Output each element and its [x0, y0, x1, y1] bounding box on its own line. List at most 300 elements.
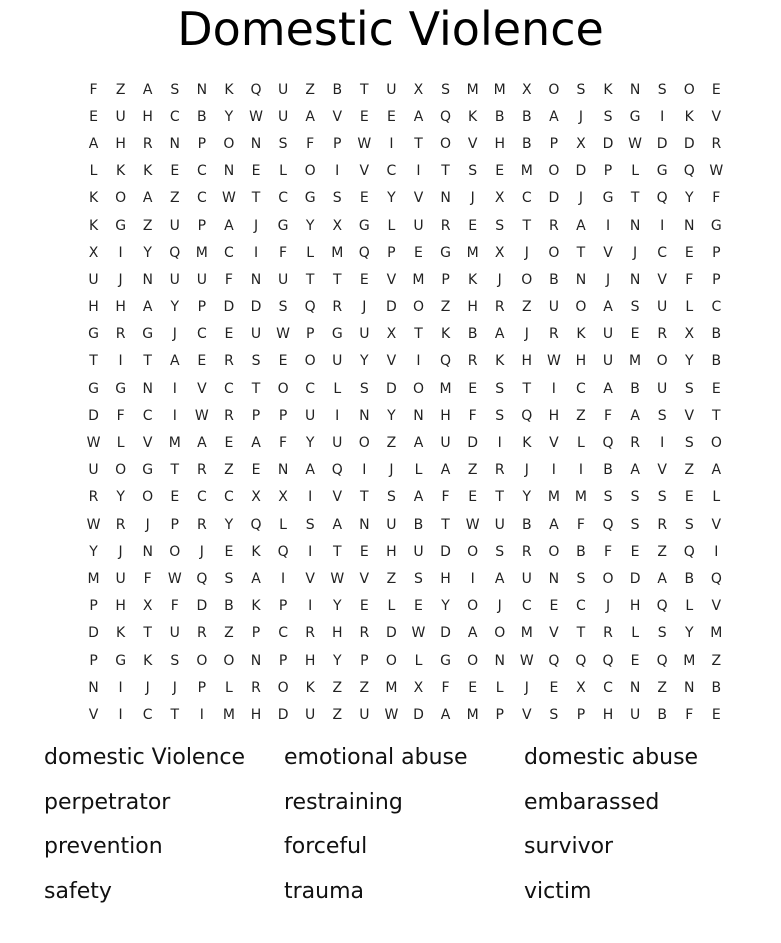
grid-letter: V — [657, 271, 667, 288]
grid-letter: G — [602, 190, 614, 207]
grid-letter: H — [602, 706, 614, 723]
grid-letter: B — [521, 108, 532, 125]
grid-letter: W — [357, 135, 372, 152]
grid-letter: M — [331, 244, 344, 261]
grid-letter: S — [684, 435, 694, 452]
grid-letter: T — [89, 353, 98, 370]
grid-letter: J — [605, 271, 611, 288]
grid-letter: M — [466, 81, 479, 98]
grid-letter: N — [142, 380, 153, 397]
grid-letter: L — [387, 217, 396, 234]
grid-letter: T — [441, 163, 450, 180]
grid-letter: I — [172, 380, 177, 397]
grid-letter: Y — [116, 489, 125, 506]
grid-letter: N — [684, 679, 695, 696]
grid-letter: U — [494, 516, 505, 533]
grid-letter: S — [657, 407, 667, 424]
grid-letter: K — [116, 163, 126, 180]
grid-letter: K — [576, 326, 586, 343]
grid-letter: H — [548, 407, 560, 424]
grid-letter: X — [494, 190, 505, 207]
grid-letter: I — [335, 407, 340, 424]
grid-letter: P — [251, 407, 261, 424]
grid-letter: R — [224, 353, 234, 370]
grid-letter: J — [470, 190, 475, 207]
grid-letter: P — [603, 163, 613, 180]
grid-letter: F — [685, 271, 694, 288]
grid-letter: R — [657, 516, 668, 533]
grid-letter: S — [549, 706, 559, 723]
grid-letter: O — [440, 135, 452, 152]
grid-letter: R — [549, 217, 559, 234]
grid-row — [80, 239, 730, 266]
grid-letter: O — [358, 435, 370, 452]
grid-letter: P — [197, 135, 207, 152]
grid-letter: H — [521, 353, 533, 370]
grid-letter: N — [250, 271, 262, 288]
grid-letter: O — [548, 163, 560, 180]
grid-letter: U — [277, 271, 289, 288]
grid-letter: Q — [656, 190, 668, 207]
grid-letter: P — [495, 706, 504, 723]
grid-letter: T — [441, 516, 450, 533]
grid-letter: N — [142, 271, 153, 288]
grid-letter: S — [657, 625, 667, 642]
grid-row — [80, 538, 730, 565]
grid-letter: E — [684, 244, 694, 261]
grid-letter: M — [87, 570, 100, 587]
grid-letter: Y — [387, 190, 396, 207]
grid-letter: U — [440, 435, 451, 452]
grid-letter: R — [494, 462, 505, 479]
grid-letter: D — [386, 299, 397, 316]
grid-letter: S — [603, 489, 613, 506]
grid-letter: D — [277, 706, 289, 723]
grid-letter: Q — [250, 516, 262, 533]
grid-letter: Q — [169, 244, 181, 261]
grid-letter: E — [359, 598, 369, 615]
grid-letter: C — [196, 190, 207, 207]
grid-letter: U — [359, 326, 370, 343]
grid-letter: A — [657, 570, 667, 587]
grid-letter: T — [170, 706, 180, 723]
grid-letter: A — [169, 353, 180, 370]
grid-letter: Y — [360, 353, 369, 370]
grid-letter: H — [440, 570, 451, 587]
grid-letter: L — [387, 598, 396, 615]
grid-letter: B — [467, 326, 478, 343]
grid-letter: K — [522, 435, 532, 452]
grid-letter: Y — [143, 244, 152, 261]
word-list-item: domestic Violence — [44, 745, 246, 770]
word-list-item: embarassed — [524, 789, 660, 815]
grid-letter: T — [305, 271, 315, 288]
grid-letter: C — [386, 163, 397, 180]
grid-letter: L — [685, 598, 694, 615]
grid-letter: N — [684, 217, 695, 234]
grid-letter: E — [359, 190, 369, 207]
grid-letter: Z — [305, 81, 315, 98]
grid-letter: X — [521, 81, 532, 98]
grid-letter: A — [440, 706, 451, 723]
word-list-item: survivor — [524, 834, 614, 859]
grid-letter: V — [522, 706, 532, 723]
grid-letter: R — [88, 489, 99, 506]
grid-letter: S — [170, 81, 180, 98]
grid-letter: U — [657, 299, 668, 316]
grid-letter: T — [495, 489, 504, 506]
grid-letter: L — [89, 163, 98, 180]
grid-letter: K — [251, 598, 261, 615]
grid-letter: C — [169, 108, 180, 125]
grid-letter: U — [413, 217, 424, 234]
grid-letter: C — [224, 244, 234, 261]
grid-letter: T — [251, 380, 261, 397]
grid-letter: L — [577, 435, 585, 452]
grid-letter: K — [305, 679, 315, 696]
grid-letter: Z — [684, 462, 695, 479]
grid-letter: U — [169, 625, 180, 642]
grid-letter: G — [656, 163, 668, 180]
grid-letter: N — [142, 543, 153, 560]
grid-letter: G — [142, 326, 154, 343]
grid-letter: P — [576, 706, 586, 723]
grid-letter: E — [89, 108, 98, 125]
grid-letter: A — [305, 108, 315, 125]
grid-letter: L — [225, 679, 233, 696]
grid-letter: E — [414, 598, 423, 615]
grid-letter: E — [224, 543, 234, 560]
grid-letter: A — [88, 135, 99, 152]
grid-letter: G — [277, 217, 289, 234]
grid-letter: R — [224, 407, 234, 424]
grid-letter: A — [603, 299, 613, 316]
grid-letter: J — [578, 108, 584, 125]
grid-letter: K — [116, 625, 126, 642]
grid-letter: B — [657, 706, 667, 723]
grid-letter: A — [711, 462, 722, 479]
grid-letter: N — [359, 516, 370, 533]
grid-letter: P — [170, 516, 179, 533]
grid-letter: W — [709, 163, 724, 180]
grid-letter: I — [281, 570, 286, 587]
grid-letter: J — [497, 598, 502, 615]
grid-letter: W — [249, 108, 263, 125]
grid-letter: K — [88, 190, 99, 207]
grid-letter: P — [197, 679, 207, 696]
grid-letter: F — [441, 489, 450, 506]
grid-letter: I — [389, 135, 394, 152]
grid-letter: V — [386, 353, 397, 370]
grid-letter: O — [656, 353, 668, 370]
grid-letter: M — [710, 625, 723, 642]
grid-letter: V — [88, 706, 99, 723]
grid-letter: N — [277, 462, 289, 479]
grid-letter: T — [522, 217, 532, 234]
grid-letter: Y — [522, 489, 532, 506]
grid-letter: E — [224, 435, 234, 452]
grid-letter: W — [465, 516, 480, 533]
grid-letter: X — [576, 679, 586, 696]
grid-letter: H — [88, 299, 99, 316]
grid-letter: K — [495, 353, 505, 370]
grid-letter: M — [385, 679, 398, 696]
grid-letter: C — [142, 407, 153, 424]
grid-letter: T — [332, 543, 342, 560]
grid-letter: E — [414, 244, 423, 261]
grid-letter: T — [143, 625, 152, 642]
grid-letter: E — [630, 543, 640, 560]
grid-letter: Q — [440, 353, 452, 370]
grid-letter: R — [657, 326, 668, 343]
grid-letter: P — [197, 217, 207, 234]
grid-letter: I — [551, 380, 556, 397]
grid-letter: Q — [602, 652, 614, 669]
grid-letter: I — [308, 489, 313, 506]
grid-letter: G — [142, 462, 154, 479]
grid-letter: Z — [467, 462, 478, 479]
grid-letter: O — [115, 190, 127, 207]
word-list-item: domestic abuse — [524, 745, 699, 770]
grid-letter: N — [548, 570, 560, 587]
grid-letter: W — [86, 435, 101, 452]
grid-letter: C — [196, 163, 207, 180]
grid-letter: P — [89, 652, 98, 669]
grid-letter: M — [466, 244, 479, 261]
grid-letter: I — [605, 217, 611, 234]
grid-row — [80, 620, 730, 647]
grid-letter: F — [143, 570, 152, 587]
grid-letter: J — [118, 543, 123, 560]
grid-letter: B — [494, 108, 505, 125]
grid-letter: C — [305, 380, 316, 397]
grid-letter: E — [630, 652, 640, 669]
grid-letter: J — [497, 271, 502, 288]
grid-letter: O — [412, 299, 424, 316]
grid-letter: D — [88, 407, 99, 424]
grid-letter: M — [547, 489, 560, 506]
grid-letter: X — [413, 679, 424, 696]
grid-letter: H — [142, 108, 153, 125]
grid-letter: Q — [575, 652, 587, 669]
grid-letter: A — [494, 570, 505, 587]
grid-letter: U — [413, 543, 424, 560]
grid-row — [80, 130, 730, 157]
grid-letter: A — [332, 516, 343, 533]
grid-letter: I — [551, 462, 556, 479]
grid-letter: P — [333, 135, 342, 152]
letter-grid — [80, 76, 730, 729]
grid-letter: R — [359, 625, 370, 642]
grid-letter: E — [386, 108, 396, 125]
grid-letter: G — [331, 326, 343, 343]
grid-letter: Z — [657, 543, 667, 560]
grid-letter: B — [711, 353, 722, 370]
grid-letter: A — [413, 489, 424, 506]
grid-letter: Z — [224, 625, 234, 642]
grid-letter: L — [685, 299, 694, 316]
grid-letter: A — [142, 299, 153, 316]
grid-letter: S — [630, 516, 640, 533]
grid-letter: J — [389, 462, 394, 479]
grid-letter: Z — [142, 217, 153, 234]
grid-letter: J — [524, 462, 529, 479]
grid-letter: M — [439, 380, 452, 397]
grid-letter: B — [711, 679, 722, 696]
grid-letter: I — [118, 244, 123, 261]
grid-letter: R — [196, 462, 207, 479]
grid-row — [80, 375, 730, 402]
grid-letter: R — [603, 625, 613, 642]
grid-row — [80, 674, 730, 701]
grid-letter: R — [440, 217, 451, 234]
grid-letter: E — [684, 489, 694, 506]
grid-row — [80, 158, 730, 185]
grid-letter: A — [413, 108, 424, 125]
grid-letter: O — [548, 81, 560, 98]
grid-letter: N — [250, 135, 262, 152]
grid-letter: E — [170, 163, 180, 180]
grid-letter: P — [197, 299, 207, 316]
grid-letter: R — [196, 516, 207, 533]
grid-letter: L — [414, 652, 423, 669]
grid-letter: F — [603, 407, 613, 424]
grid-letter: A — [142, 81, 153, 98]
grid-letter: V — [413, 190, 424, 207]
grid-letter: O — [223, 135, 235, 152]
grid-letter: V — [711, 516, 722, 533]
grid-letter: G — [88, 380, 99, 397]
grid-letter: E — [711, 81, 721, 98]
grid-letter: W — [222, 190, 236, 207]
grid-letter: Z — [576, 407, 586, 424]
grid-letter: X — [494, 244, 505, 261]
grid-letter: B — [684, 570, 695, 587]
grid-letter: I — [362, 462, 367, 479]
grid-letter: E — [468, 380, 478, 397]
grid-letter: M — [493, 81, 506, 98]
word-list-item: safety — [44, 878, 112, 904]
grid-letter: A — [630, 407, 640, 424]
grid-letter: R — [630, 435, 640, 452]
grid-row — [80, 185, 730, 212]
grid-letter: Q — [602, 516, 614, 533]
grid-letter: J — [524, 679, 529, 696]
grid-letter: C — [657, 244, 668, 261]
grid-letter: F — [441, 679, 450, 696]
grid-letter: A — [305, 462, 315, 479]
grid-letter: I — [497, 435, 502, 452]
grid-row — [80, 266, 730, 293]
grid-letter: I — [416, 163, 421, 180]
grid-letter: M — [168, 435, 181, 452]
grid-letter: H — [115, 135, 126, 152]
grid-letter: G — [115, 652, 127, 669]
grid-letter: J — [172, 679, 177, 696]
grid-letter: D — [386, 380, 397, 397]
grid-letter: T — [576, 625, 586, 642]
grid-letter: D — [196, 598, 208, 615]
grid-letter: S — [657, 489, 667, 506]
grid-letter: F — [116, 407, 125, 424]
grid-row — [80, 593, 730, 620]
grid-letter: Q — [277, 543, 289, 560]
grid-letter: G — [710, 217, 722, 234]
grid-letter: B — [197, 108, 207, 125]
grid-letter: D — [602, 135, 614, 152]
grid-letter: Q — [250, 81, 262, 98]
grid-letter: P — [441, 271, 450, 288]
word-list-item: emotional abuse — [284, 745, 468, 770]
grid-letter: P — [712, 271, 721, 288]
grid-letter: R — [549, 326, 559, 343]
grid-letter: Y — [441, 598, 450, 615]
grid-letter: A — [576, 217, 586, 234]
word-list — [44, 738, 764, 916]
grid-letter: Y — [387, 407, 396, 424]
grid-row — [80, 321, 730, 348]
grid-letter: C — [521, 190, 532, 207]
grid-letter: E — [468, 217, 478, 234]
grid-letter: B — [521, 135, 532, 152]
grid-letter: C — [278, 190, 288, 207]
grid-letter: M — [412, 271, 425, 288]
grid-letter: R — [305, 625, 316, 642]
grid-letter: W — [546, 353, 561, 370]
grid-letter: L — [631, 163, 639, 180]
grid-letter: N — [88, 679, 99, 696]
grid-letter: S — [495, 543, 505, 560]
grid-letter: J — [172, 326, 177, 343]
grid-letter: B — [549, 271, 559, 288]
grid-letter: C — [142, 706, 153, 723]
grid-letter: F — [170, 598, 179, 615]
grid-letter: J — [362, 299, 367, 316]
grid-letter: S — [657, 81, 667, 98]
grid-letter: I — [199, 706, 204, 723]
grid-letter: Z — [115, 81, 126, 98]
grid-letter: H — [250, 706, 262, 723]
grid-letter: E — [549, 598, 559, 615]
grid-letter: U — [196, 271, 207, 288]
grid-row — [80, 76, 730, 103]
grid-letter: Y — [332, 652, 342, 669]
grid-letter: E — [251, 163, 261, 180]
grid-row — [80, 429, 730, 456]
grid-letter: M — [466, 706, 479, 723]
grid-letter: A — [603, 380, 613, 397]
grid-letter: T — [360, 489, 369, 506]
grid-letter: X — [278, 489, 288, 506]
grid-letter: E — [359, 543, 369, 560]
word-list-item: restraining — [284, 789, 403, 815]
grid-letter: O — [142, 489, 154, 506]
grid-letter: X — [684, 326, 695, 343]
grid-letter: D — [548, 190, 560, 207]
grid-letter: L — [279, 163, 287, 180]
grid-letter: C — [278, 625, 288, 642]
word-list-item: forceful — [284, 834, 368, 859]
grid-letter: C — [711, 299, 722, 316]
grid-letter: Q — [196, 570, 208, 587]
grid-letter: V — [684, 407, 695, 424]
grid-letter: Q — [548, 652, 560, 669]
grid-letter: I — [118, 353, 123, 370]
grid-letter: S — [603, 108, 613, 125]
grid-letter: S — [441, 81, 450, 98]
grid-letter: T — [576, 244, 586, 261]
grid-letter: A — [224, 217, 234, 234]
